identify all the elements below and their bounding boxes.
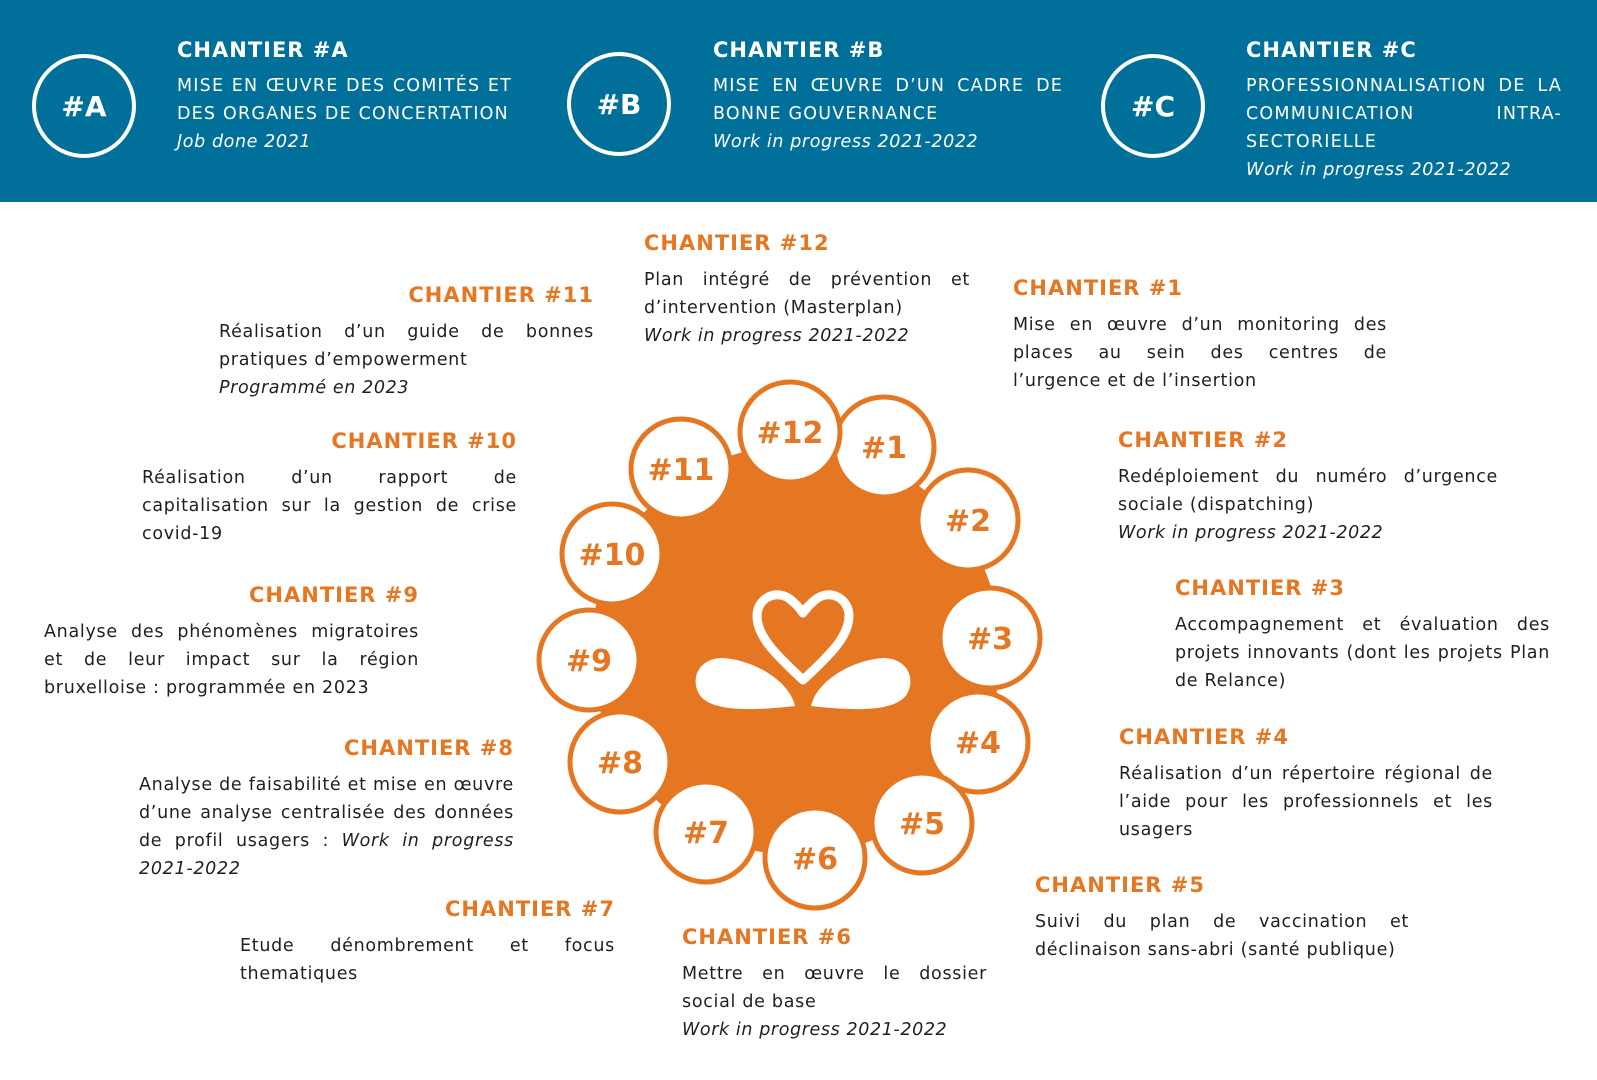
petal-label-11: #11 [647,453,715,488]
chantier-2-status: Work in progress 2021-2022 [1118,523,1384,543]
chantier-3-block [1175,576,1550,695]
chantier-c-status: Work in progress 2021-2022 [1246,160,1512,180]
chantier-b-title: CHANTIER #B [713,38,885,62]
petal-label-3: #3 [966,622,1014,657]
chantier-4-desc: Réalisation d’un répertoire régional de l’aide pour les professionnels et les usagers [1119,764,1493,840]
chantier-1-block [1013,276,1387,395]
petal-label-5: #5 [898,807,946,842]
chantier-b-desc: MISE EN ŒUVRE D’UN CADRE DE BONNE GOUVERNANCE [713,76,1063,124]
badge-c: #C [1101,54,1205,158]
chantier-5-title: CHANTIER #5 [1035,873,1205,897]
chantier-9-block [44,583,419,702]
chantier-2-desc: Redéploiement du numéro d’urgence sociale (dispatching) [1118,467,1498,515]
chantier-3-title: CHANTIER #3 [1175,576,1345,600]
chantier-5-block [1035,873,1409,964]
chantier-2-title: CHANTIER #2 [1118,428,1288,452]
chantier-1-desc: Mise en œuvre d’un monitoring des places au sein des centres de l’urgence et de l’insertion [1013,315,1387,391]
petal-label-2: #2 [944,504,992,539]
chantier-a-status: Job done 2021 [177,132,312,152]
chantier-6-block [682,925,987,1044]
chantier-c-title: CHANTIER #C [1246,38,1417,62]
chantier-a-desc: MISE EN ŒUVRE DES COMITÉS ET DES ORGANES DE CONCERTATION [177,76,512,124]
chantier-5-desc: Suivi du plan de vaccination et déclinaison sans-abri (santé publique) [1035,912,1409,960]
chantier-b-status: Work in progress 2021-2022 [713,132,979,152]
petal-label-8: #8 [596,746,644,781]
petal-label-4: #4 [954,726,1002,761]
chantier-8-title: CHANTIER #8 [344,736,514,760]
petal-label-12: #12 [756,416,824,451]
petal-label-9: #9 [565,644,613,679]
chantier-6-status: Work in progress 2021-2022 [682,1020,948,1040]
chantier-a-title: CHANTIER #A [177,38,349,62]
petal-label-1: #1 [860,431,908,466]
chantier-9-title: CHANTIER #9 [249,583,419,607]
chantier-12-block [644,231,970,350]
chantier-12-title: CHANTIER #12 [644,231,830,255]
chantier-9-desc: Analyse des phénomènes migratoires et de leur impact sur la région bruxelloise : programmée en 2023 [44,622,419,698]
chantier-7-title: CHANTIER #7 [445,897,615,921]
chantier-3-desc: Accompagnement et évaluation des projets innovants (dont les projets Plan de Relance) [1175,615,1550,691]
petal-label-10: #10 [578,538,646,573]
chantier-2-block [1118,428,1498,547]
chantier-8-desc [139,771,514,883]
chantier-8-status: Work in progress 2021-2022 [139,831,514,879]
chantier-12-status: Work in progress 2021-2022 [644,326,910,346]
chantier-4-block [1119,725,1493,844]
chantier-10-block [142,429,517,548]
chantier-8-desc-text: Analyse de faisabilité et mise en œuvre d’une analyse centralisée des données de profil usagers : [139,775,514,851]
chantier-6-desc: Mettre en œuvre le dossier social de base [682,964,987,1012]
chantier-4-title: CHANTIER #4 [1119,725,1289,749]
chantier-11-block [219,283,594,402]
chantier-11-desc: Réalisation d’un guide de bonnes pratiques d’empowerment [219,322,594,370]
chantier-7-desc: Etude dénombrement et focus thematiques [240,936,615,984]
petal-label-6: #6 [791,842,839,877]
badge-b: #B [567,52,671,156]
chantier-11-status: Programmé en 2023 [219,378,410,398]
badge-a: #A [32,54,136,158]
chantier-11-title: CHANTIER #11 [408,283,594,307]
chantier-10-title: CHANTIER #10 [331,429,517,453]
chantier-8-block [139,736,514,883]
chantier-12-desc: Plan intégré de prévention et d’intervention (Masterplan) [644,270,970,318]
chantier-10-desc: Réalisation d’un rapport de capitalisation sur la gestion de crise covid-19 [142,468,517,544]
chantier-7-block [240,897,615,988]
petal-label-7: #7 [682,816,730,851]
chantier-1-title: CHANTIER #1 [1013,276,1183,300]
chantier-6-title: CHANTIER #6 [682,925,852,949]
chantier-c-desc: PROFESSIONNALISATION DE LA COMMUNICATION INTRA-SECTORIELLE [1246,76,1562,152]
